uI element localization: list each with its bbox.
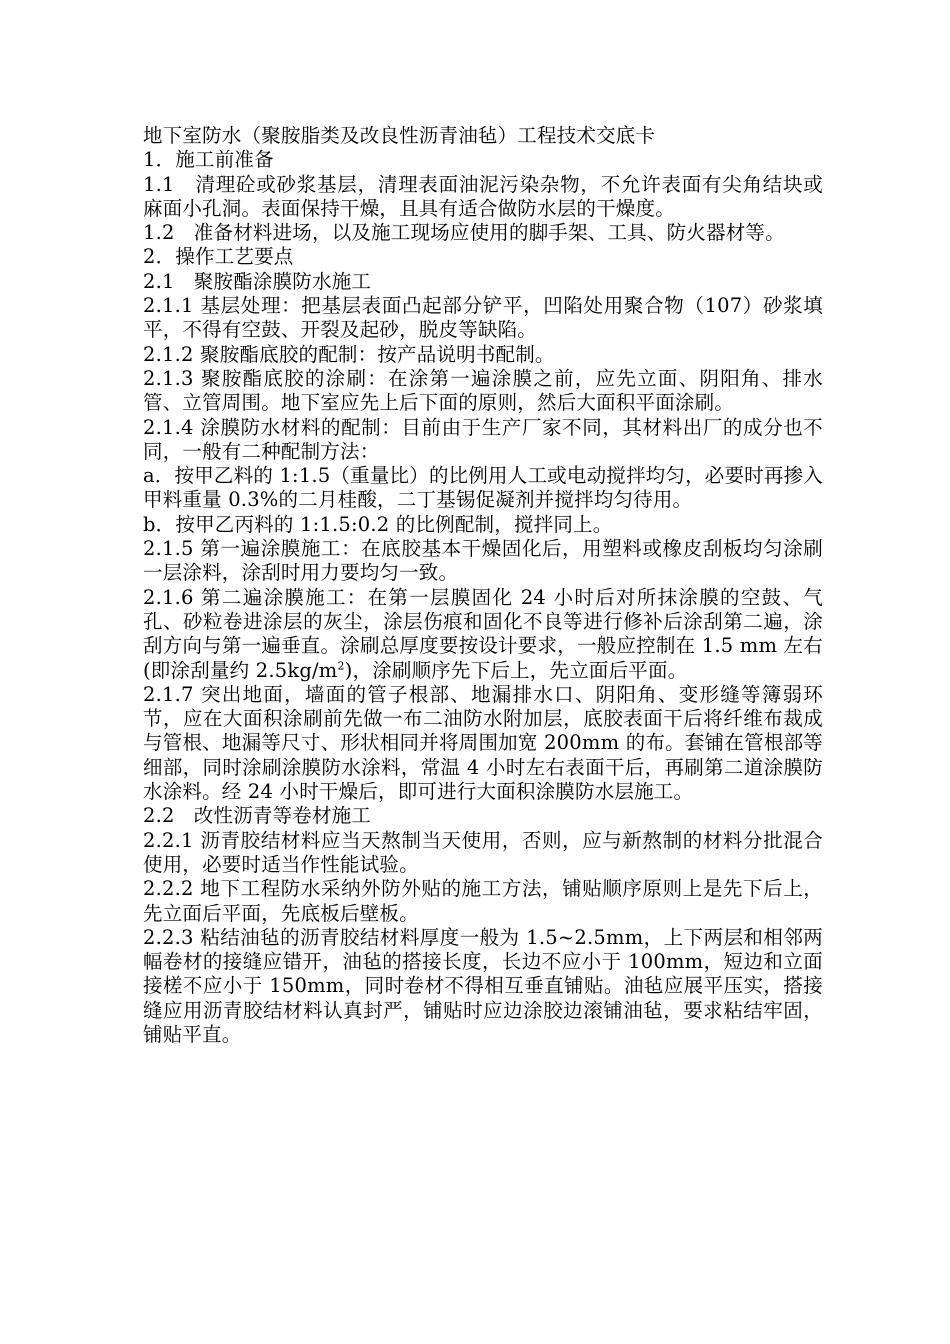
paragraph: 2.1 聚胺酯涂膜防水施工	[143, 269, 372, 293]
paragraph: b．按甲乙丙料的 1:1.5:0.2 的比例配制，搅拌同上。	[143, 512, 613, 536]
paragraph: 2.1.1 基层处理：把基层表面凸起部分铲平，凹陷处用聚合物（107）砂浆填平，不得有空鼓、开裂及起砂，脱皮等缺陷。	[143, 294, 823, 342]
paragraph-text: 2.1.6 第二遍涂膜施工：在第一层膜固化 24 小时后对所抹涂膜的空鼓、气孔、砂粒卷进涂层的灰尘，涂层伤痕和固化不良等进行修补后涂刮第二遍，涂刮方向与第一遍垂直。涂刷总厚度要按设计要求，一般应控制在 1.5 mm 左右(即涂刮量约 2.5kg/m	[143, 585, 823, 682]
paragraph: a．按甲乙料的 1:1.5（重量比）的比例用人工或电动搅拌均匀，必要时再掺入甲料重量 0.3%的二月桂酸，二丁基锡促凝剂并搅拌均匀待用。	[143, 464, 823, 512]
paragraph: 2.1.7 突出地面，墙面的管子根部、地漏排水口、阴阳角、变形缝等簿弱环节，应在大面积涂刷前先做一布二油防水附加层，底胶表面干后将纤维布裁成与管根、地漏等尺寸、形状相同并将周围加宽 200mm 的布。套铺在管根部等细部，同时涂刷涂膜防水涂料，常温 4 小时左右表面干后，再刷第二道涂膜防水涂料。经 24 小时干燥后，即可进行大面积涂膜防水层施工。	[143, 682, 823, 804]
paragraph: 2.1.5 第一遍涂膜施工：在底胶基本干燥固化后，用塑料或橡皮刮板均匀涂刷一层涂料，涂刮时用力要均匀一致。	[143, 537, 823, 585]
paragraph: 1.1 清理砼或砂浆基层，清理表面油泥污染杂物，不允许表面有尖角结块或麻面小孔洞。表面保持干燥，且具有适合做防水层的干燥度。	[143, 172, 823, 220]
document-body	[143, 124, 823, 1047]
paragraph: 2.1.2 聚胺酯底胶的配制：按产品说明书配制。	[143, 342, 555, 366]
paragraph-2-1-6	[143, 586, 823, 683]
paragraph: 2.1.3 聚胺酯底胶的涂刷：在涂第一遍涂膜之前，应先立面、阴阳角、排水管、立管周围。地下室应先上后下面的原则，然后大面积平面涂刷。	[143, 366, 823, 415]
paragraph: 2．操作工艺要点	[143, 245, 294, 269]
document-title: 地下室防水（聚胺脂类及改良性沥青油毡）工程技术交底卡	[143, 124, 656, 147]
paragraph: 2.2.3 粘结油毡的沥青胶结材料厚度一般为 1.5~2.5mm，上下两层和相邻两幅卷材的接缝应错开，油毡的搭接长度，长边不应小于 100mm，短边和立面接槎不应小于 150mm，同时卷材不得相互垂直铺贴。油毡应展平压实，搭接缝应用沥青胶结材料认真封严，铺贴时应边涂胶边滚铺油毡，要求粘结牢固，铺贴平直。	[143, 925, 823, 1046]
paragraph: 2.2.1 沥青胶结材料应当天熬制当天使用，否则，应与新熬制的材料分批混合使用，必要时适当作性能试验。	[143, 828, 823, 876]
paragraph: 1．施工前准备	[143, 148, 274, 172]
paragraph: 2.2.2 地下工程防水采纳外防外贴的施工方法，铺贴顺序原则上是先下后上，先立面后平面，先底板后壁板。	[143, 877, 823, 925]
paragraph: 2.1.4 涂膜防水材料的配制：目前由于生产厂家不同，其材料出厂的成分也不同，一般有二种配制方法：	[143, 415, 823, 463]
superscript: 2	[337, 659, 345, 673]
paragraph: 1.2 准备材料进场，以及施工现场应使用的脚手架、工具、防火器材等。	[143, 221, 785, 245]
paragraph-text: )，涂刷顺序先下后上，先立面后平面。	[344, 658, 688, 682]
paragraph: 2.2 改性沥青等卷材施工	[143, 804, 372, 828]
